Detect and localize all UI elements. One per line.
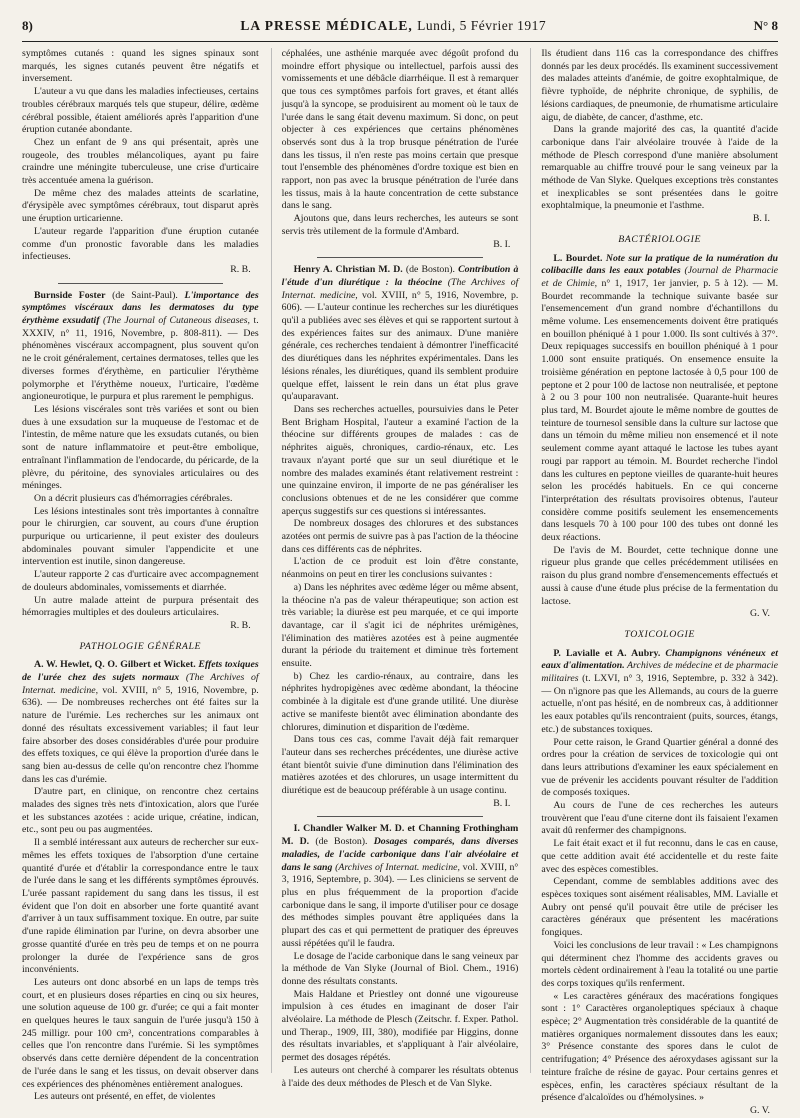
paragraph: Les lésions intestinales sont très importantes à connaître pour le chirurgien, car souvent, au cours d'une éruption purpurique ou urticarienne, il peut exister des douleurs abdominales pouvant simuler l'appendicite et une intervention est inutile, sinon dangereuse. <box>22 505 259 568</box>
article-title: Dosages comparés, dans diverses maladies, de l'acide carbonique dans l'air alvéolaire et dans le sang <box>281 836 519 873</box>
article-source: (The Archives of Internat. medicine, <box>22 672 259 696</box>
article-author: I. Chandler Walker M. D. et Channing Frothingham M. D. <box>281 823 519 848</box>
article-title: Effets toxiques de l'urée chez des sujets normaux <box>22 659 259 684</box>
separator <box>317 816 483 817</box>
article-author: P. Lavialle et A. Aubry. <box>553 647 661 659</box>
paragraph: Ajoutons que, dans leurs recherches, les auteurs se sont servis très utilement de la formule d'Ambard. <box>281 213 519 237</box>
article-heading <box>22 290 259 404</box>
paragraph: b) Chez les cardio-rénaux, au contraire, dans les néphrites hydropigènes avec œdème abondant, la théocine combinée à la digitale est d'une grande utilité. Une diurèse active se manifeste bientôt avec élimination abondante des chlorures, diminution et disparition de l'œdème. <box>281 670 519 733</box>
header-rule <box>22 41 778 42</box>
paragraph: Chez un enfant de 9 ans qui présentait, après une rougeole, des troubles mélancoliques, ayant pu faire craindre une méningite tuberculeuse, une crise d'urticaire très accentuée amena la guérison. <box>22 136 259 187</box>
article-source: Archives de médecine et de pharmacie militaires <box>541 660 778 685</box>
article-text: vol. XVIII, n° 5, 1916, Novembre, p. 606). — L'auteur continue les recherches sur les diurétiques qu'il a publiées avec ses élèves et qui se rapportent surtout à des expériences faites sur des animaux. D'une manière générale, ces recherches tendaient à démontrer l'inefficacité des diurétiques dans les néphrites expérimentales. Dans les lésions rénales, les diurétiques, quand ils semblent produire quelque effet, laissent le rein dans un état plus grave qu'auparavant. <box>281 289 519 403</box>
paragraph: Il a semblé intéressant aux auteurs de rechercher sur eux-mêmes les effets toxiques de l'absorption d'une certaine quantité d'urée et d'établir la correspondance entre le taux de l'urée dans le sang et les différents symptômes éprouvés. L'urée passant rapidement du sang dans les tissus, il est évident que l'on doit en absorber une forte quantité avant d'arriver à un taux suffisamment toxique. En outre, par suite d'une rapide élimination par l'urine, on devra absorber une grosse quantité d'urée en très peu de temps et on ne pourra prolonger la durée de l'expérience sans de gros inconvénients. <box>22 837 259 976</box>
article-author: L. Bourdet. <box>553 252 603 264</box>
paragraph: Les lésions viscérales sont très variées et sont ou bien dues à une exsudation sur la muqueuse de l'estomac et de l'intestin, de même nature que les exsudats cutanés, ou bien sont de nature inflammatoire et peut-être embolique, entraînant l'inflammation de l'endocarde, du péricarde, de la plèvre, du péritoine, des synoviales articulaires ou des méninges. <box>22 403 259 492</box>
paragraph: a) Dans les néphrites avec œdème léger ou même absent, la théocine n'a pas de valeur thérapeutique; son action est très variable; la diurèse est peu marquée, et ce qui importe davantage, car il s'agit ici de néphrites urémigènes, l'élimination des matières azotées est à peine augmentée durant la période du traitement et diminue très fortement ensuite. <box>281 581 519 670</box>
article-title: Contribution à l'étude d'un diurétique : la théocine <box>281 264 519 288</box>
paragraph: De nombreux dosages des chlorures et des substances azotées ont permis de suivre pas à pas l'action de la théocine dans ces différents cas de néphrites. <box>281 518 519 555</box>
column-1 <box>22 48 259 1103</box>
signature: R. B. <box>230 263 251 275</box>
paragraph: De même chez des malades atteints de scarlatine, d'érysipèle avec symptômes cérébraux, tout disparut après une éruption urticarienne. <box>22 187 259 225</box>
article-source: (The Archives of Internat. medicine, <box>281 276 519 301</box>
article-heading <box>22 659 259 786</box>
paragraph: Pour cette raison, le Grand Quartier général a donné des ordres pour la création de services de toxicologie qui ont dans leurs attributions d'examiner les eaux spécialement en vue de prévenir les accidents pouvant résulter de l'addition de composés toxiques. <box>541 736 779 799</box>
section-heading: PATHOLOGIE GÉNÉRALE <box>79 640 202 652</box>
journal-name: LA PRESSE MÉDICALE, <box>240 18 413 33</box>
paragraph: Au cours de l'une de ces recherches les auteurs trouvèrent que l'eau d'une citerne dont ils faisaient l'examen avait dû renfermer des champignons. <box>541 800 779 837</box>
paragraph: symptômes cutanés : quand les signes spinaux sont marqués, les signes cutanés peuvent être négatifs et inversement. <box>22 48 259 85</box>
signature: B. I. <box>493 797 511 809</box>
article-location: (de Saint-Paul). <box>105 289 185 301</box>
issue-date: Lundi, 5 Février 1917 <box>417 18 547 33</box>
column-3 <box>530 48 779 1116</box>
paragraph: Les auteurs ont présenté, en effet, de violentes <box>34 1091 216 1103</box>
paragraph: Dans la grande majorité des cas, la quantité d'acide carbonique dans l'air alvéolaire trouvée à l'aide de la méthode de Plesch correspond d'une manière absolument remarquable au chiffre trouvé pour le sang veineux par la méthode de Van Slyke. Quelques exceptions très constantes et inexplicables se sont présentées dans le goitre exophtalmique, la pneumonie et l'asthme. <box>541 124 779 212</box>
article-text: t. XXXIV, n° 11, 1916, Novembre, p. 808-811). — Des phénomènes viscéraux accompagnent, plus souvent qu'on ne le croit généralement, certaines dermatoses, telles que les diverses formes d'érythème, en particulier l'érythème polymorphe et l'érythème noueux, l'urticaire, l'œdème angioneurotique, le purpura et plus rarement le pemphigus. <box>22 315 259 403</box>
page-number: 8) <box>22 18 33 33</box>
paragraph: Le dosage de l'acide carbonique dans le sang veineux par la méthode de Van Slyke (Journal of Biol. Chem., 1916) donne des résultats constants. <box>281 950 519 987</box>
article-title: L'importance des symptômes viscéraux dans les dermatoses du type érythème exsudatif <box>22 289 259 327</box>
paragraph: céphalées, une asthénie marquée avec dégoût profond du moindre effort physique ou intellectuel, parfois aussi des vomissements et une débâcle diarrhéique. Il est à remarquer que tous ces symptômes parfois fort graves, et étant allés jusqu'à la syncope, se produisirent au moment où le taux de l'urée dans le sang était devenu maximum. Si donc, on peut objecter à ces expériences que certains phénomènes observés sont dus à la trop brusque pénétration de l'urée dans les tissus, il n'en reste pas moins certain que presque tout l'ensemble des phénomènes d'ordre toxique est bien en rapport, non pas avec la brusque pénétration de l'urée dans les tissus, mais à la haute concentration de cette substance dans le sang. <box>281 48 519 212</box>
running-title <box>240 18 546 34</box>
article-author: Henry A. Christian M. D. <box>293 264 403 276</box>
paragraph: D'autre part, en clinique, on rencontre chez certains malades des signes très nets d'intoxication, alors que l'urée et les substances azotées : acide urique, créatine, indican, etc., sont peu ou pas augmentées. <box>22 786 259 836</box>
signature: R. B. <box>230 619 251 631</box>
article-source: (Archives of Internat. medicine, <box>332 861 460 873</box>
section-heading: TOXICOLOGIE <box>624 628 695 640</box>
paragraph: Les auteurs ont donc absorbé en un laps de temps très court, et en plusieurs doses réparties en cinq ou six heures, une solution aqueuse de 100 gr. d'urée; ce qui a fait monter en quelques heures le taux sanguin de l'urée jusqu'à 150 à 245 milligr. pour 100 cm³, concentrations comparables à celles que l'on rencontre dans l'urémie. Si les symptômes observés dans cette dernière dépendent de la concentration de l'urée dans le sang et les tissus, on devait observer dans ces expériences des phénomènes entièrement analogues. <box>22 976 259 1090</box>
paragraph: L'auteur regarde l'apparition d'une éruption cutanée comme d'un pronostic favorable dans les maladies infectieuses. <box>22 225 259 263</box>
paragraph: De l'avis de M. Bourdet, cette technique donne une rigueur plus grande que celles précédemment utilisées en raison du plus grand nombre d'ensemencements effectués et aussi à cause d'une étude plus précise de la fermentation du lactose. <box>541 544 779 607</box>
paragraph: Dans ses recherches actuelles, poursuivies dans le Peter Bent Brigham Hospital, l'auteur a examiné l'action de la théocine sur différents groupes de malades : cas de néphrites aiguës, chroniques, cardio-rénaux, etc. Les travaux n'ayant porté que sur un seul diurétique et le nombre des malades examinés étant relativement restreint : une quinzaine environ, il importe de ne pas généraliser les conclusions obtenues et de ne les considérer que comme aperçus suggestifs sur ces questions si intéressantes. <box>281 403 519 517</box>
columns <box>22 48 779 1116</box>
paragraph: Le fait était exact et il fut reconnu, dans le cas en cause, que cette addition avait été accidentelle et du reste faite avec des espèces comestibles. <box>541 838 779 875</box>
signature: B. I. <box>493 238 511 250</box>
page-header <box>22 18 778 38</box>
paragraph: Un autre malade atteint de purpura présentait des hémorragies multiples et des douleurs articulaires. <box>22 594 259 619</box>
article-source: (The Journal of Cutaneous diseases, <box>99 315 251 327</box>
issue-number: N° 8 <box>753 18 778 33</box>
column-2 <box>271 48 519 1089</box>
paragraph: « Les caractères généraux des macérations fongiques sont : 1° Caractères organoleptiques spéciaux à chaque espèce; 2° Augmentation très considérable de la quantité de matières organiques normalement dissoutes dans les eaux; 3° Présence constante des spores dans le culot de centrifugation; 4° Présence des aéroxydases agissant sur la teinture fraîche de résine de gayac. Pour certains genres et espèces, enfin, les caractères spéciaux résultant de la présence d'alcaloïdes ou d'hémolysines. » <box>541 990 779 1104</box>
paragraph: Dans tous ces cas, comme l'avait déjà fait remarquer l'auteur dans ses recherches précédentes, une diurèse active étant bientôt suivie d'une diminution dans l'élimination des matières azotées et des chlorures, un usage intermittent du diurétique est de beaucoup préférable à un usage continu. <box>281 734 519 797</box>
article-text: n° 1, 1917, 1er janvier, p. 5 à 12). — M. Bourdet recommande la technique suivante basée sur l'ensemencement d'un grand nombre d'échantillons du même volume. Les ensemencements doivent être pratiqués en bouillon phéniqué à 1 pour 1.000. Ils sont cultivés à 37°. Deux repiquages successifs en bouillon phéniqué à 1 pour 1.000 sont ensuite pratiqués. On ensemence ensuite la troisième génération en peptone lactosée à 0,5 pour 100 de peptone et 2 pour 100 de lactose non neutralisée, et peptone à 2 ou 3 pour 100 non neutralisée. Quarante-huit heures plus tard, M. Bourdet ajoute le même nombre de gouttes de teinture de tournesol sensible dans la culture sur lactose que dans un témoin du même milieu non ensemencé et il note seulement comme ayant attaqué le lactose les tubes ayant rougi par rapport au témoin. M. Bourdet recherche l'indol dans les cultures en peptone vieilles de quarante-huit heures selon les procédés habituels. En ce qui concerne l'interprétation des résultats provisoires obtenus, l'auteur considère comme positifs seulement les ensemencements dans lesquels 70 à 100 pour 100 des tubes ont donné les deux réactions. <box>541 277 779 544</box>
article-author: Burnside Foster <box>34 289 106 301</box>
signature: G. V. <box>749 1104 771 1116</box>
article-text: (t. LXVI, n° 3, 1916, Septembre, p. 332 à 342). — On n'ignore pas que les Allemands, au cours de la guerre actuelle, n'ont pas hésité, en de nombreux cas, à additionner les eaux potables qu'ils rencontraient (puits, sources, étangs, etc.) de substances toxiques. <box>541 673 779 735</box>
article-author: A. W. Hewlet, Q. O. Gilbert et Wicket. <box>34 659 196 671</box>
article-text: vol. XVIII, n° 5, 1916, Novembre, p. 636). — De nombreuses recherches ont été faites sur la nature de l'urémie. Les recherches sur les animaux ont donné des résultats excessivement variables; il faut leur faire absorber des doses considérables d'urée pour produire des effets toxiques, ce qui élève la proportion d'urée dans le sang bien au-dessus de celle qu'on rencontre chez l'homme dans les cas d'urémie. <box>22 684 259 785</box>
article-location: (de Boston). <box>402 264 459 276</box>
paragraph: Voici les conclusions de leur travail : « Les champignons qui déterminent chez l'homme des accidents graves ou mortels cèdent ordinairement à l'eau la totalité ou une partie des corps toxiques qu'ils renferment. <box>541 939 779 989</box>
paragraph: L'auteur rapporte 2 cas d'urticaire avec accompagnement de douleurs abdominales, vomissements et diarrhée. <box>22 569 259 593</box>
paragraph: Cependant, comme de semblables additions avec des espèces toxiques sont aisément réalisables, MM. Lavialle et Aubry ont pensé qu'il pouvait être utile de préciser les caractères généraux que présentent les macérations fongiques. <box>541 876 779 939</box>
paragraph: L'auteur a vu que dans les maladies infectieuses, certains troubles cérébraux marqués tels que stupeur, délire, œdème cérébral possible, étaient améliorés après l'apparition d'une éruption cutanée abondante. <box>22 86 259 136</box>
paragraph: Mais Haldane et Priestley ont donné une vigoureuse impulsion à ces études en imaginant de doser l'air alvéolaire. La méthode de Plesch (Zeitschr. f. Exper. Pathol. und Therap., 1909, III, 380), modifiée par Higgins, donne des résultats invariables, et s'appliquant à l'air alvéolaire, permet des dosages répétés. <box>281 988 519 1064</box>
separator <box>58 283 224 284</box>
article-heading <box>541 253 778 545</box>
article-source: (Journal de Pharmacie et de Chimie, <box>541 265 779 289</box>
article-heading <box>282 823 519 950</box>
paragraph: Les auteurs ont cherché à comparer les résultats obtenus à l'aide des deux méthodes de Plesch et de Van Slyke. <box>281 1064 519 1089</box>
signature: G. V. <box>749 608 771 620</box>
article-heading <box>282 264 519 404</box>
article-title: Champignons vénéneux et eaux d'alimentation. <box>541 647 779 672</box>
paragraph: On a décrit plusieurs cas d'hémorragies cérébrales. <box>34 492 233 504</box>
article-heading <box>541 648 778 737</box>
paragraph: Ils étudient dans 116 cas la correspondance des chiffres donnés par les deux procédés. Ils examinent successivement des malades atteints d'anémie, de goitre exophtalmique, de fièvre typhoïde, de néphrite chronique, de syphilis, de lésions cardiaques, de pneumonie, de rhumatisme articulaire aigu, de diabète, de cancer, d'asthme, etc. <box>541 48 779 123</box>
article-text: vol. XVIII, n° 3, 1916, Septembre, p. 304). — Les cliniciens se servent de plus en plus fréquemment de la proportion d'acide carbonique dans le sang, il importe d'utiliser pour ce dosage des méthodes simples pouvant être appliquées dans la plupart des cas et qui permettent de pratiquer des épreuves aussi répétées qu'il le faudra. <box>281 861 519 949</box>
paragraph: L'action de ce produit est loin d'être constante, néanmoins on peut en tirer les conclusions suivantes : <box>281 556 519 581</box>
section-heading: BACTÉRIOLOGIE <box>618 233 702 245</box>
separator <box>317 257 483 258</box>
article-location: (de Boston). <box>309 836 374 848</box>
article-title: Note sur la pratique de la numération du colibacille dans les eaux potables <box>541 252 779 277</box>
signature: B. I. <box>752 213 771 225</box>
